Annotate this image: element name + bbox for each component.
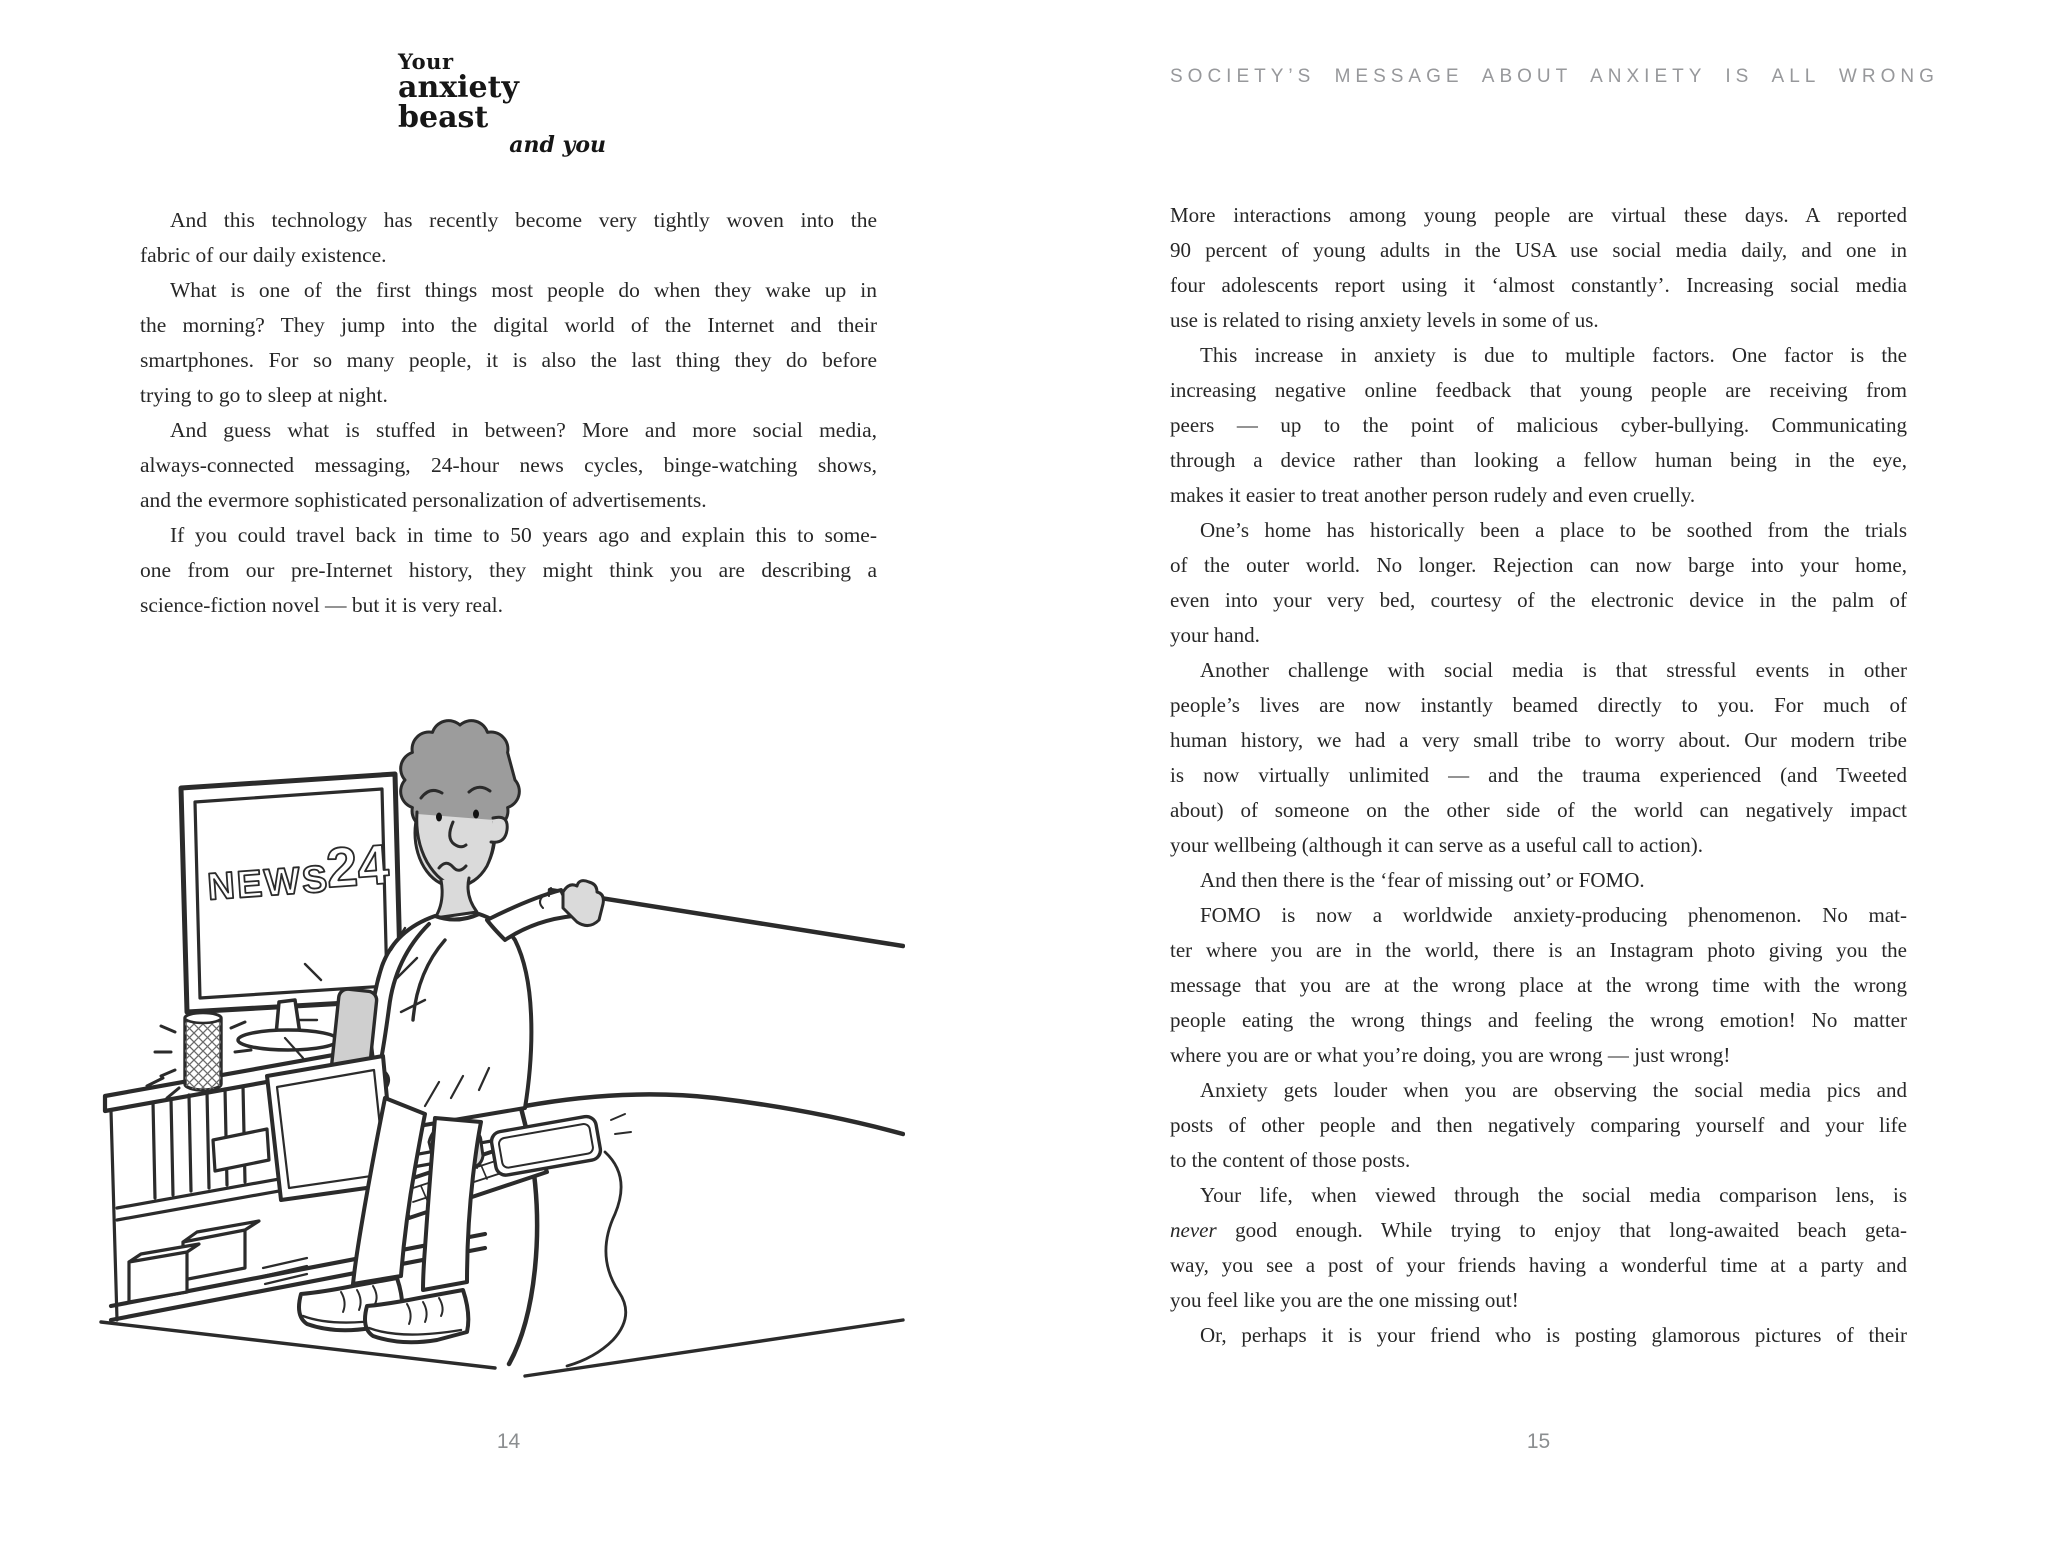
book-logo	[398, 50, 606, 157]
body-line: posts of other people and then negatively comparing yourself and your life	[1170, 1113, 1907, 1137]
body-line: ter where you are in the world, there is an Instagram photo giving you the	[1170, 938, 1907, 962]
body-line: Or, perhaps it is your friend who is posting glamorous pictures of their	[1200, 1323, 1907, 1347]
body-line: One’s home has historically been a place to be soothed from the trials	[1200, 518, 1907, 542]
body-line: your wellbeing (although it can serve as a useful call to action).	[1170, 833, 1703, 857]
charging-cable	[567, 1152, 626, 1366]
logo-line-1: Your	[398, 49, 454, 74]
body-line: way, you see a post of your friends having a wonderful time at a party and	[1170, 1253, 1907, 1277]
page-number-left: 14	[496, 1430, 521, 1453]
left-page-body-text	[140, 203, 877, 623]
body-line: peers — up to the point of malicious cyber-bullying. Communicating	[1170, 413, 1907, 437]
tv-screen-text-news: NEWS	[206, 858, 331, 909]
body-line: smartphones. For so many people, it is also the last thing they do before	[140, 348, 877, 372]
body-line: increasing negative online feedback that young people are receiving from	[1170, 378, 1907, 402]
body-line: Anxiety gets louder when you are observing the social media pics and	[1200, 1078, 1907, 1102]
right-page-body-text	[1170, 198, 1907, 1353]
body-line: about) of someone on the other side of the world can negatively impact	[1170, 798, 1907, 822]
body-line: science-fiction novel — but it is very real.	[140, 593, 503, 617]
body-line: If you could travel back in time to 50 years ago and explain this to some-	[170, 523, 877, 547]
body-line: one from our pre-Internet history, they might think you are describing a	[140, 558, 877, 582]
body-line: This increase in anxiety is due to multiple factors. One factor is the	[1200, 343, 1907, 367]
body-line: fabric of our daily existence.	[140, 243, 387, 267]
body-line: trying to go to sleep at night.	[140, 383, 388, 407]
tablet-icon	[490, 1114, 631, 1366]
chapter-running-header: SOCIETY’S MESSAGE ABOUT ANXIETY IS ALL WRONG	[1170, 66, 1939, 87]
logo-line-3: and you	[509, 132, 606, 158]
body-line: your hand.	[1170, 623, 1260, 647]
body-line: Another challenge with social media is that stressful events in other	[1200, 658, 1907, 682]
body-line: And guess what is stuffed in between? More and more social media,	[170, 418, 877, 442]
tv-screen-text-24: 24	[324, 832, 391, 900]
hand-on-couch	[563, 881, 603, 926]
body-line: through a device rather than looking a fellow human being in the eye,	[1170, 448, 1907, 472]
body-line: More interactions among young people are virtual these days. A reported	[1170, 203, 1907, 227]
body-line: four adolescents report using it ‘almost constantly’. Increasing social media	[1170, 273, 1907, 297]
body-line: use is related to rising anxiety levels in some of us.	[1170, 308, 1599, 332]
body-line: And this technology has recently become very tightly woven into the	[170, 208, 877, 232]
body-line: people’s lives are now instantly beamed directly to you. For much of	[1170, 693, 1907, 717]
body-line: people eating the wrong things and feeling the wrong emotion! No matter	[1170, 1008, 1907, 1032]
body-line: And then there is the ‘fear of missing out’ or FOMO.	[1200, 868, 1645, 892]
body-line: 90 percent of young adults in the USA use social media daily, and one in	[1170, 238, 1907, 262]
body-line: always-connected messaging, 24-hour news cycles, binge-watching shows,	[140, 453, 877, 477]
body-line: of the outer world. No longer. Rejection can now barge into your home,	[1170, 553, 1907, 577]
body-line: FOMO is now a worldwide anxiety-producing phenomenon. No mat-	[1200, 903, 1907, 927]
body-line: even into your very bed, courtesy of the electronic device in the palm of	[1170, 588, 1907, 612]
illustration-man-with-devices	[95, 628, 905, 1428]
body-line: makes it easier to treat another person rudely and even cruelly.	[1170, 483, 1696, 507]
body-line: where you are or what you’re doing, you are wrong — just wrong!	[1170, 1043, 1731, 1067]
body-line: message that you are at the wrong place at the wrong time with the wrong	[1170, 973, 1907, 997]
body-line: to the content of those posts.	[1170, 1148, 1411, 1172]
body-line: the morning? They jump into the digital world of the Internet and their	[140, 313, 877, 337]
logo-line-2: anxiety beast	[398, 70, 519, 135]
page-number-right: 15	[1526, 1430, 1551, 1453]
body-line: Your life, when viewed through the social media comparison lens, is	[1200, 1183, 1907, 1207]
floor-lines	[101, 1320, 903, 1376]
body-line: you feel like you are the one missing out!	[1170, 1288, 1519, 1312]
body-line: human history, we had a very small tribe to worry about. Our modern tribe	[1170, 728, 1907, 752]
body-line: never good enough. While trying to enjoy that long-awaited beach geta-	[1170, 1218, 1907, 1242]
body-line: and the evermore sophisticated personalization of advertisements.	[140, 488, 707, 512]
body-line: What is one of the first things most people do when they wake up in	[170, 278, 877, 302]
body-line: is now virtually unlimited — and the trauma experienced (and Tweeted	[1170, 763, 1907, 787]
